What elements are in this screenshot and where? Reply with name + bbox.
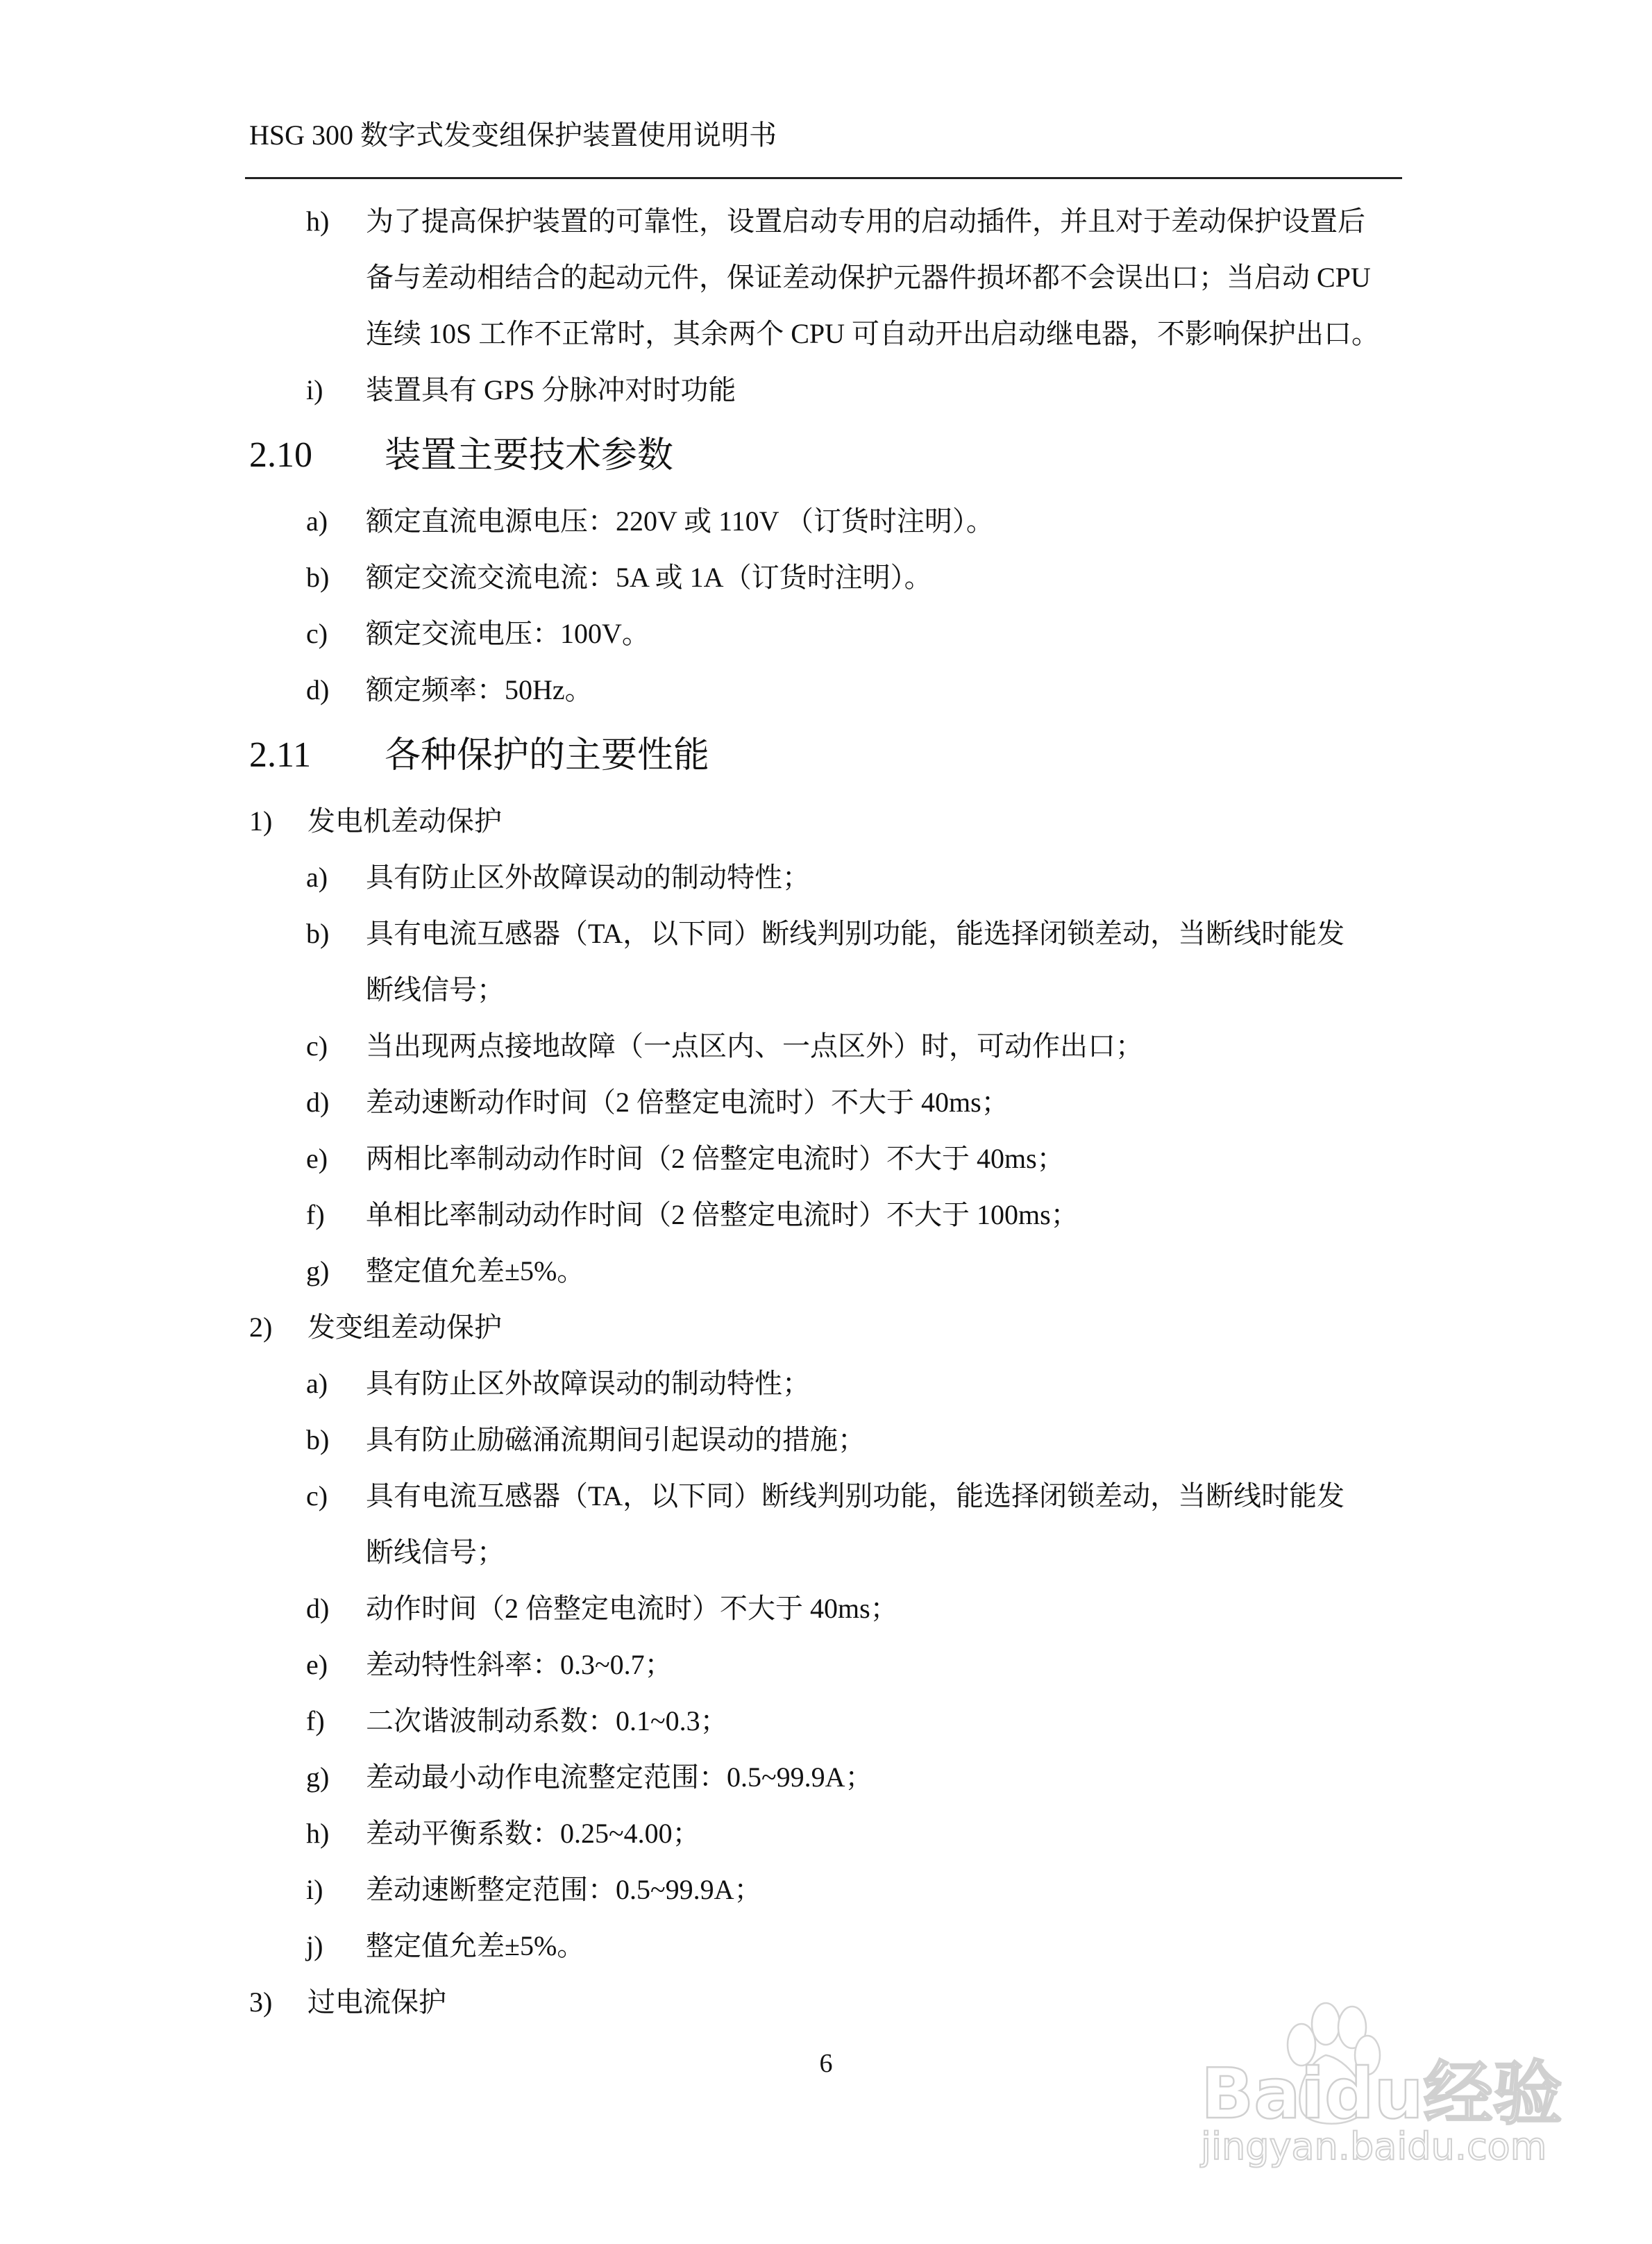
list-item-text: 装置具有 GPS 分脉冲对时功能 — [366, 374, 736, 405]
header-divider — [245, 177, 1402, 179]
list-item — [0, 1693, 1652, 1749]
list-item-label: d) — [306, 674, 330, 705]
list-item — [0, 305, 1652, 362]
list-item-label: f) — [306, 1705, 325, 1736]
page-number: 6 — [819, 2049, 833, 2078]
list-item — [0, 1861, 1652, 1918]
list-item-label: h) — [306, 206, 330, 237]
list-item — [0, 1187, 1652, 1243]
watermark-url: jingyan.baidu.com — [1201, 2125, 1547, 2168]
list-item-label: d) — [306, 1593, 330, 1624]
list-item-label: b) — [306, 562, 330, 593]
list-item-text: 单相比率制动动作时间（2 倍整定电流时）不大于 100ms； — [366, 1199, 1079, 1230]
list-item-label: a) — [306, 1368, 328, 1399]
list-item-label: g) — [306, 1255, 330, 1287]
list-item-label: i) — [306, 374, 323, 405]
list-item-label: e) — [306, 1143, 328, 1174]
list-item-text: 额定交流电压：100V。 — [366, 618, 650, 649]
list-item-text: 差动平衡系数：0.25~4.00； — [366, 1818, 700, 1849]
list-item-text: 具有电流互感器（TA，以下同）断线判别功能，能选择闭锁差动，当断线时能发 — [366, 1480, 1345, 1512]
section-title: 装置主要技术参数 — [385, 435, 674, 476]
list-item — [0, 249, 1652, 305]
list-item-text: 过电流保护 — [307, 1986, 446, 2018]
list-item-text: 整定值允差±5%。 — [366, 1930, 585, 1961]
list-item-label: i) — [306, 1874, 323, 1905]
list-item-text: 动作时间（2 倍整定电流时）不大于 40ms； — [366, 1593, 898, 1624]
list-item-label: 1) — [249, 805, 273, 837]
list-item — [0, 1805, 1652, 1861]
list-item-label: j) — [306, 1930, 323, 1961]
list-item-text: 当出现两点接地故障（一点区内、一点区外）时，可动作出口； — [366, 1030, 1143, 1062]
section-number: 2.11 — [249, 735, 312, 775]
list-item — [0, 1412, 1652, 1468]
list-item-text-continuation: 备与差动相结合的起动元件，保证差动保护元器件损坏都不会误出口；当启动 CPU — [366, 262, 1371, 293]
list-item-text: 具有防止励磁涌流期间引起误动的措施； — [366, 1424, 866, 1455]
list-item — [0, 1918, 1652, 1974]
list-item-text: 发电机差动保护 — [307, 805, 502, 837]
list-item-label: 2) — [249, 1312, 273, 1343]
section-title: 各种保护的主要性能 — [385, 735, 710, 776]
list-item-text: 具有电流互感器（TA，以下同）断线判别功能，能选择闭锁差动，当断线时能发 — [366, 918, 1345, 949]
numbered-list-item — [0, 793, 1652, 849]
list-item-text: 整定值允差±5%。 — [366, 1255, 585, 1287]
list-item — [0, 1636, 1652, 1693]
list-item-text: 发变组差动保护 — [307, 1312, 502, 1343]
list-item — [0, 193, 1652, 249]
list-item — [0, 1130, 1652, 1187]
list-item — [0, 849, 1652, 905]
list-item-text: 具有防止区外故障误动的制动特性； — [366, 862, 810, 893]
document-header-title: HSG 300 数字式发变组保护装置使用说明书 — [249, 119, 777, 151]
list-item-text-continuation: 断线信号； — [366, 974, 505, 1005]
list-item-text: 为了提高保护装置的可靠性，设置启动专用的启动插件，并且对于差动保护设置后 — [366, 206, 1365, 237]
list-item-text: 二次谐波制动系数：0.1~0.3； — [366, 1705, 728, 1736]
list-item — [0, 1524, 1652, 1580]
list-item-text: 额定频率：50Hz。 — [366, 674, 593, 705]
list-item — [0, 905, 1652, 962]
list-item-label: g) — [306, 1761, 330, 1793]
list-item — [0, 1749, 1652, 1805]
list-item-label: c) — [306, 1030, 328, 1062]
watermark-brand: Baidu经验 — [1201, 2053, 1562, 2134]
section-heading — [0, 718, 1652, 793]
list-item-text: 具有防止区外故障误动的制动特性； — [366, 1368, 810, 1399]
list-item-text: 差动最小动作电流整定范围：0.5~99.9A； — [366, 1761, 873, 1793]
list-item — [0, 662, 1652, 718]
list-item-label: 3) — [249, 1986, 273, 2018]
list-item-text: 额定交流交流电流：5A 或 1A（订货时注明）。 — [366, 562, 932, 593]
list-item-label: c) — [306, 618, 328, 649]
list-item-text: 差动特性斜率：0.3~0.7； — [366, 1649, 673, 1680]
list-item — [0, 549, 1652, 605]
list-item-text: 两相比率制动动作时间（2 倍整定电流时）不大于 40ms； — [366, 1143, 1065, 1174]
list-item — [0, 605, 1652, 662]
list-item-text-continuation: 断线信号； — [366, 1537, 505, 1568]
section-number: 2.10 — [249, 435, 312, 475]
list-item-label: a) — [306, 862, 328, 893]
list-item — [0, 1243, 1652, 1299]
list-item — [0, 962, 1652, 1018]
list-item — [0, 1468, 1652, 1524]
list-item-text: 差动速断动作时间（2 倍整定电流时）不大于 40ms； — [366, 1087, 1009, 1118]
list-item — [0, 362, 1652, 418]
list-item-text-continuation: 连续 10S 工作不正常时，其余两个 CPU 可自动开出启动继电器，不影响保护出口。 — [366, 318, 1380, 349]
list-item-label: h) — [306, 1818, 330, 1849]
list-item-label: b) — [306, 1424, 330, 1455]
list-item-label: b) — [306, 918, 330, 949]
numbered-list-item — [0, 1299, 1652, 1355]
baidu-jingyan-watermark-logo — [1152, 1986, 1562, 2168]
list-item-label: f) — [306, 1199, 325, 1230]
list-item-label: d) — [306, 1087, 330, 1118]
list-item — [0, 1074, 1652, 1130]
section-heading — [0, 418, 1652, 493]
list-item-label: a) — [306, 505, 328, 537]
list-item — [0, 1355, 1652, 1412]
list-item — [0, 493, 1652, 549]
list-item-text: 额定直流电源电压：220V 或 110V （订货时注明）。 — [366, 505, 994, 537]
list-item — [0, 1018, 1652, 1074]
list-item — [0, 1580, 1652, 1636]
list-item-text: 差动速断整定范围：0.5~99.9A； — [366, 1874, 762, 1905]
list-item-label: c) — [306, 1480, 328, 1512]
list-item-label: e) — [306, 1649, 328, 1680]
document-body — [0, 193, 1652, 2030]
